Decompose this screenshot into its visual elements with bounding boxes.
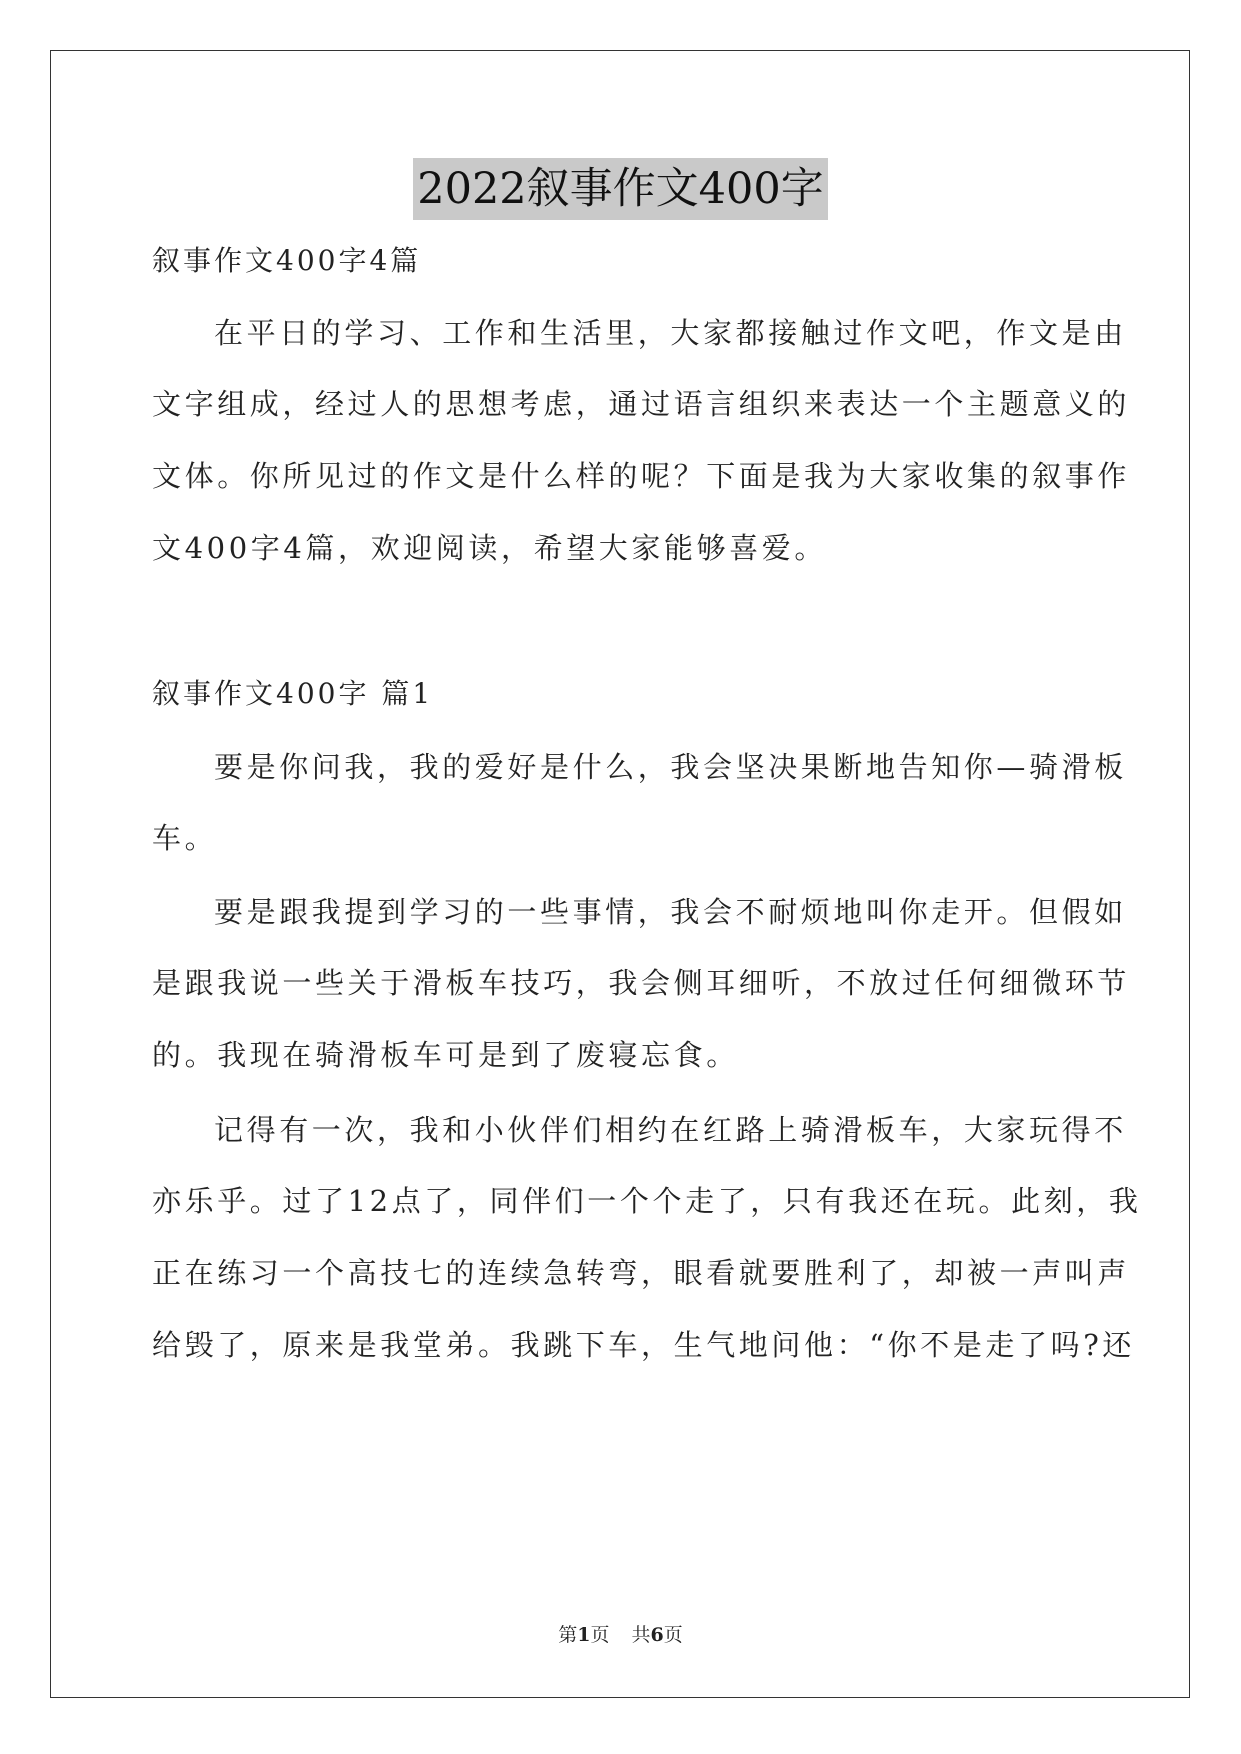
document-subtitle: 叙事作文400字4篇 [152,244,422,277]
paragraph-line: 车。 [152,821,218,855]
intro-line: 文400字4篇，欢迎阅读，希望大家能够喜爱。 [152,531,828,565]
paragraph-line: 记得有一次，我和小伙伴们相约在红路上骑滑板车，大家玩得不 [214,1113,1127,1147]
intro-line: 在平日的学习、工作和生活里，大家都接触过作文吧，作文是由 [214,316,1127,350]
paragraph-line: 是跟我说一些关于滑板车技巧，我会侧耳细听，不放过任何细微环节 [152,966,1131,1000]
page-border [50,50,1190,1698]
intro-line: 文体。你所见过的作文是什么样的呢？下面是我为大家收集的叙事作 [152,459,1131,493]
current-page-number: 1 [577,1624,591,1646]
paragraph-line: 的。我现在骑滑板车可是到了废寝忘食。 [152,1038,739,1072]
paragraph-line: 要是你问我，我的爱好是什么，我会坚决果断地告知你—骑滑板 [214,750,1127,784]
intro-line: 文字组成，经过人的思想考虑，通过语言组织来表达一个主题意义的 [152,387,1131,421]
paragraph-line: 正在练习一个高技七的连续急转弯，眼看就要胜利了，却被一声叫声 [152,1256,1131,1290]
total-label-suffix: 页 [663,1624,683,1646]
page-footer [0,1622,1241,1648]
paragraph-line: 要是跟我提到学习的一些事情，我会不耐烦地叫你走开。但假如 [214,895,1127,929]
paragraph-line: 亦乐乎。过了12点了，同伴们一个个走了，只有我还在玩。此刻，我 [152,1184,1142,1218]
page-label-prefix: 第 [558,1624,578,1646]
page-label-suffix: 页 [590,1624,610,1646]
total-label-prefix: 共 [631,1624,651,1646]
document-title: 2022叙事作文400字 [413,158,828,220]
section-heading: 叙事作文400字 篇1 [152,677,434,710]
total-page-number: 6 [650,1624,664,1646]
paragraph-line: 给毁了，原来是我堂弟。我跳下车，生气地问他：“你不是走了吗?还 [152,1328,1135,1362]
title-block [0,158,1241,220]
